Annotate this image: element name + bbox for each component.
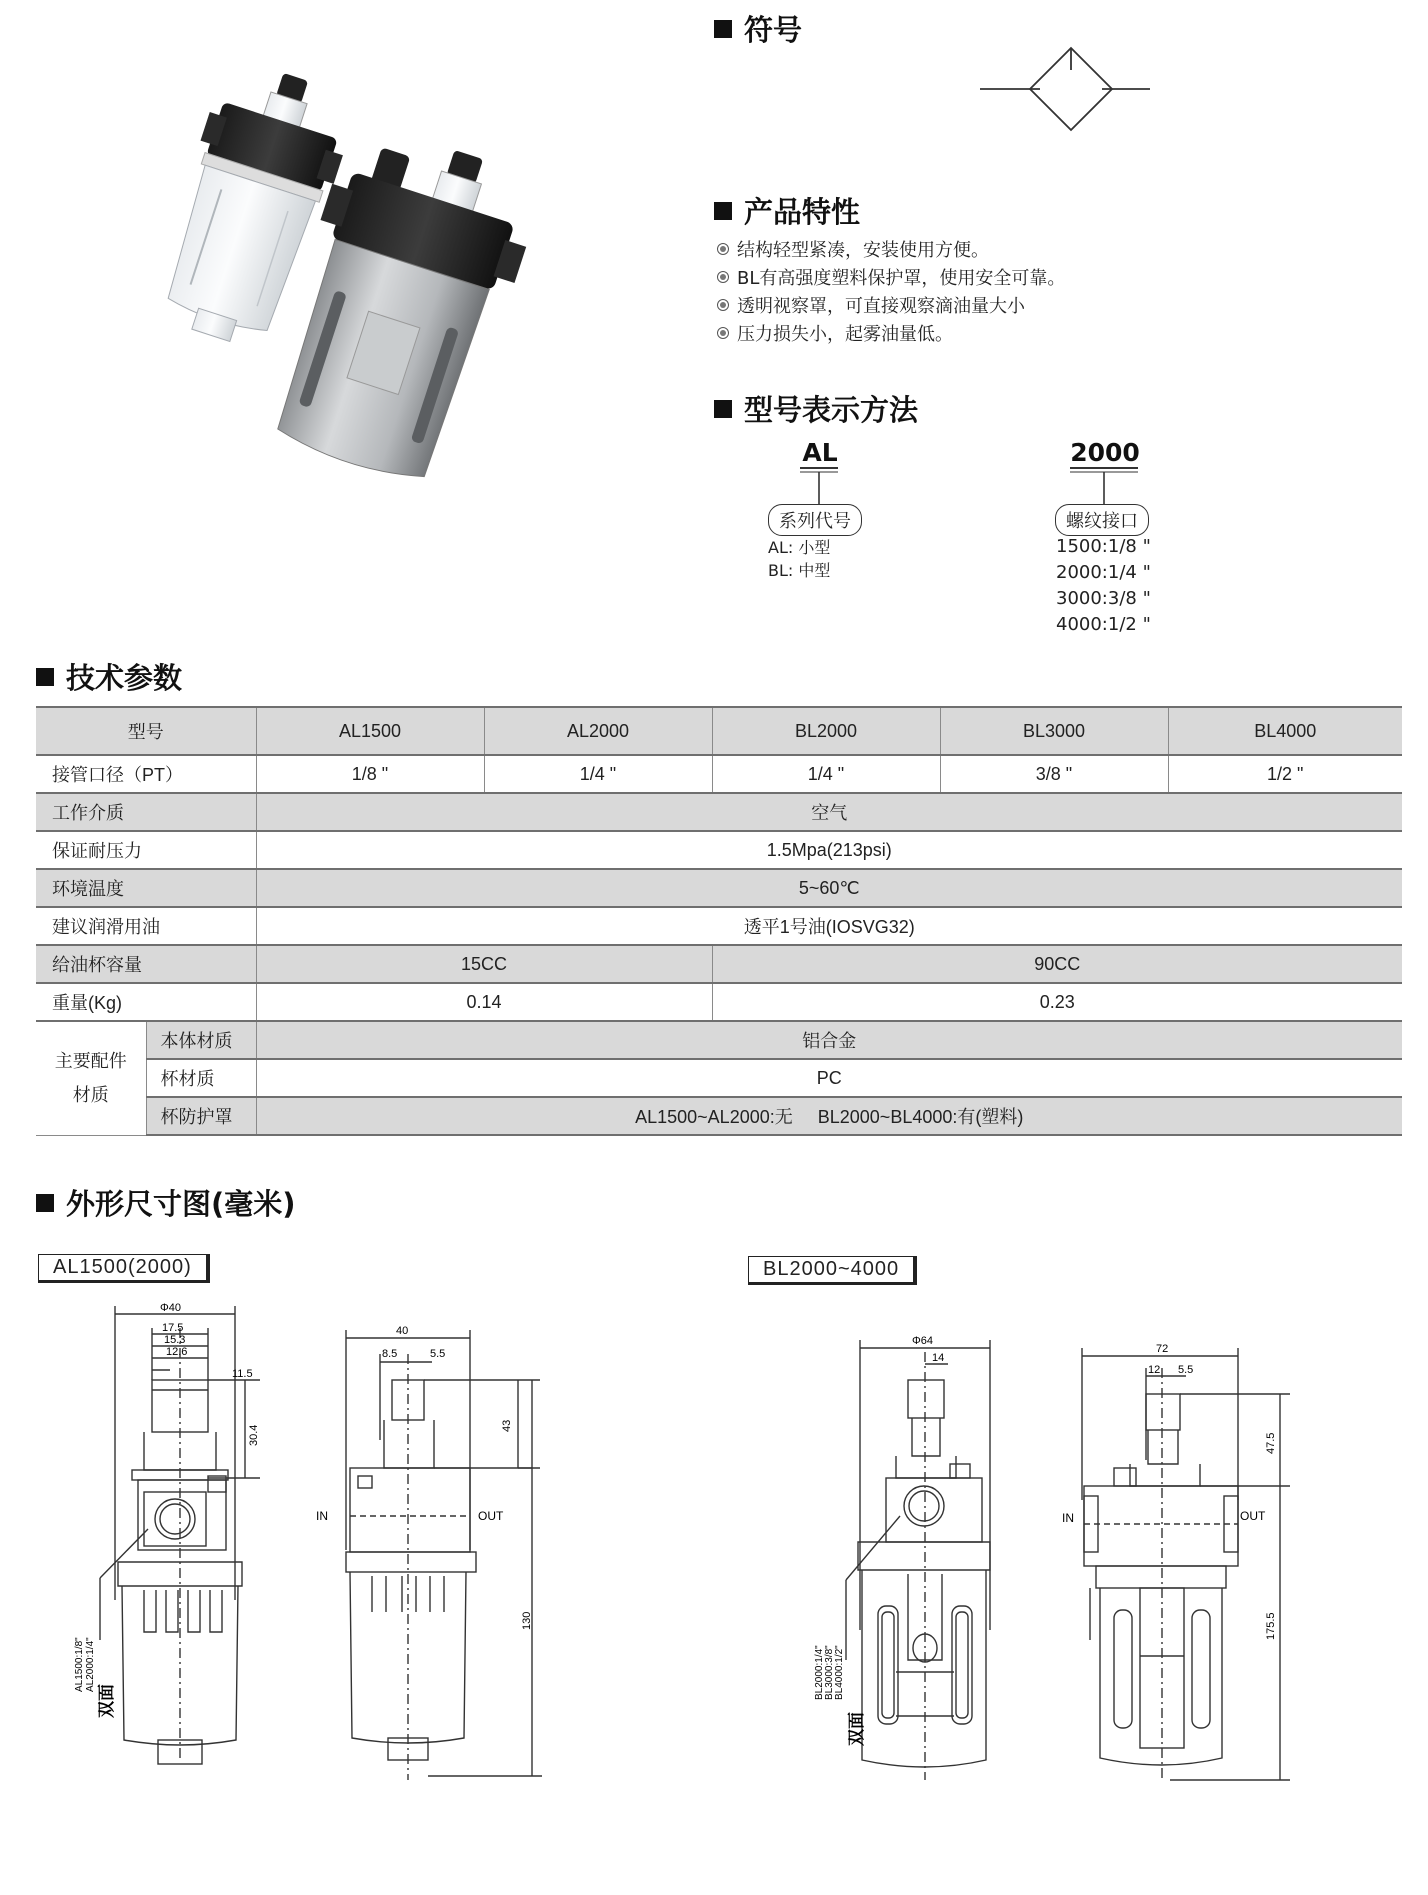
- product-photo: [100, 40, 580, 480]
- header-cell: AL2000: [484, 707, 712, 755]
- thread-option: 1500:1/8 ": [1056, 536, 1151, 557]
- al-side-drawing: [310, 1320, 560, 1800]
- row-label: 环境温度: [36, 869, 256, 907]
- port-label: BL2000:1/4": [814, 1645, 825, 1700]
- row-label: 杯材质: [146, 1059, 256, 1097]
- model-code-title: 型号表示方法: [714, 388, 918, 429]
- table-cell: 1/4 ": [484, 755, 712, 793]
- thread-option: 2000:1/4 ": [1056, 562, 1151, 583]
- port-label: BL4000:1/2": [834, 1645, 845, 1700]
- dim-label: 5.5: [430, 1348, 446, 1360]
- dim-label: 11.5: [232, 1368, 253, 1380]
- header-cell: BL2000: [712, 707, 940, 755]
- dim-label: Φ64: [912, 1335, 934, 1347]
- bullet-ring-icon: [717, 327, 729, 339]
- feature-item: 压力损失小，起雾油量低。: [717, 320, 953, 346]
- dim-label: 40: [396, 1325, 409, 1337]
- table-cell: 空气: [256, 793, 1402, 831]
- feature-item: BL有高强度塑料保护罩，使用安全可靠。: [717, 264, 1065, 290]
- bullet-ring-icon: [717, 299, 729, 311]
- table-row: [36, 945, 1402, 983]
- table-row: [36, 1059, 1402, 1097]
- thread-code: 2000: [1070, 438, 1140, 467]
- dim-label: Φ40: [160, 1302, 182, 1314]
- out-port-label: OUT: [478, 1509, 504, 1523]
- table-row: [36, 793, 1402, 831]
- header-cell: 型号: [36, 707, 256, 755]
- table-cell: 5~60℃: [256, 869, 1402, 907]
- feature-item: 结构轻型紧凑，安装使用方便。: [717, 236, 989, 262]
- row-label: 给油杯容量: [36, 945, 256, 983]
- dim-label: 130: [521, 1611, 533, 1630]
- dim-label: 8.5: [382, 1348, 398, 1360]
- table-row: [36, 831, 1402, 869]
- al-front-drawing: [60, 1300, 300, 1800]
- header-cell: BL4000: [1168, 707, 1402, 755]
- material-group-label: 主要配件 材质: [36, 1021, 146, 1135]
- dim-label: 43: [501, 1419, 513, 1432]
- table-cell: 3/8 ": [940, 755, 1168, 793]
- table-row: [36, 983, 1402, 1021]
- bullet-ring-icon: [717, 243, 729, 255]
- series-option: AL: 小型: [768, 538, 831, 557]
- table-cell: 1/8 ": [256, 755, 484, 793]
- table-row: [36, 1021, 1402, 1059]
- table-cell: 0.14: [256, 983, 712, 1021]
- row-label: 接管口径（PT）: [36, 755, 256, 793]
- lubricator-symbol-icon: [980, 40, 1160, 140]
- bl-front-drawing: [800, 1330, 1040, 1800]
- bullet-square-icon: [36, 668, 54, 686]
- dim-label: 15.3: [164, 1334, 186, 1346]
- in-port-label: IN: [316, 1509, 328, 1523]
- dim-label: 12: [1148, 1364, 1161, 1376]
- table-row: [36, 907, 1402, 945]
- table-cell: 1/4 ": [712, 755, 940, 793]
- table-cell: 90CC: [712, 945, 1402, 983]
- table-cell: AL1500~AL2000:无 BL2000~BL4000:有(塑料): [256, 1097, 1402, 1135]
- series-label: 系列代号: [768, 504, 862, 536]
- double-sided-label: 双面: [97, 1684, 116, 1718]
- feature-item: 透明视察罩，可直接观察滴油量大小: [717, 292, 1025, 318]
- bullet-square-icon: [714, 202, 732, 220]
- bullet-square-icon: [714, 20, 732, 38]
- bullet-square-icon: [714, 400, 732, 418]
- dim-label: 30.4: [248, 1424, 260, 1446]
- dim-label: 17.5: [162, 1322, 184, 1334]
- bullet-square-icon: [36, 1194, 54, 1212]
- row-label: 保证耐压力: [36, 831, 256, 869]
- double-sided-label: 双面: [847, 1712, 866, 1746]
- dim-label: 5.5: [1178, 1364, 1194, 1376]
- dimension-title: 外形尺寸图(毫米): [36, 1182, 296, 1223]
- row-label: 杯防护罩: [146, 1097, 256, 1135]
- table-row: [36, 755, 1402, 793]
- port-label: BL3000:3/8": [824, 1645, 835, 1700]
- dim-label: 72: [1156, 1343, 1169, 1355]
- table-cell: PC: [256, 1059, 1402, 1097]
- row-label: 重量(Kg): [36, 983, 256, 1021]
- thread-option: 4000:1/2 ": [1056, 614, 1151, 635]
- table-cell: 1/2 ": [1168, 755, 1402, 793]
- table-cell: 0.23: [712, 983, 1402, 1021]
- dim-label: 14: [932, 1352, 945, 1364]
- dim-label: 47.5: [1265, 1432, 1277, 1454]
- table-row: [36, 1097, 1402, 1135]
- port-label: AL1500:1/8": [74, 1637, 85, 1692]
- port-label: AL2000:1/4": [85, 1637, 96, 1692]
- table-cell: 透平1号油(IOSVG32): [256, 907, 1402, 945]
- bullet-ring-icon: [717, 271, 729, 283]
- al-drawing-label: AL1500(2000): [38, 1254, 210, 1283]
- table-cell: 1.5Mpa(213psi): [256, 831, 1402, 869]
- table-cell: 铝合金: [256, 1021, 1402, 1059]
- dim-label: 12.6: [166, 1346, 188, 1358]
- in-port-label: IN: [1062, 1511, 1074, 1525]
- header-cell: BL3000: [940, 707, 1168, 755]
- table-row: [36, 707, 1402, 755]
- spec-title: 技术参数: [36, 656, 182, 697]
- thread-option: 3000:3/8 ": [1056, 588, 1151, 609]
- table-row: [36, 869, 1402, 907]
- row-label: 建议润滑用油: [36, 907, 256, 945]
- bl-side-drawing: [1050, 1340, 1310, 1800]
- dim-label: 175.5: [1265, 1612, 1277, 1640]
- row-label: 工作介质: [36, 793, 256, 831]
- out-port-label: OUT: [1240, 1509, 1266, 1523]
- table-cell: 15CC: [256, 945, 712, 983]
- row-label: 本体材质: [146, 1021, 256, 1059]
- thread-label: 螺纹接口: [1055, 504, 1149, 536]
- series-option: BL: 中型: [768, 561, 831, 580]
- bl-drawing-label: BL2000~4000: [748, 1256, 917, 1285]
- features-title: 产品特性: [714, 190, 860, 231]
- symbol-title: 符号: [714, 8, 802, 49]
- header-cell: AL1500: [256, 707, 484, 755]
- series-code: AL: [802, 438, 838, 467]
- spec-table: [36, 706, 1402, 1136]
